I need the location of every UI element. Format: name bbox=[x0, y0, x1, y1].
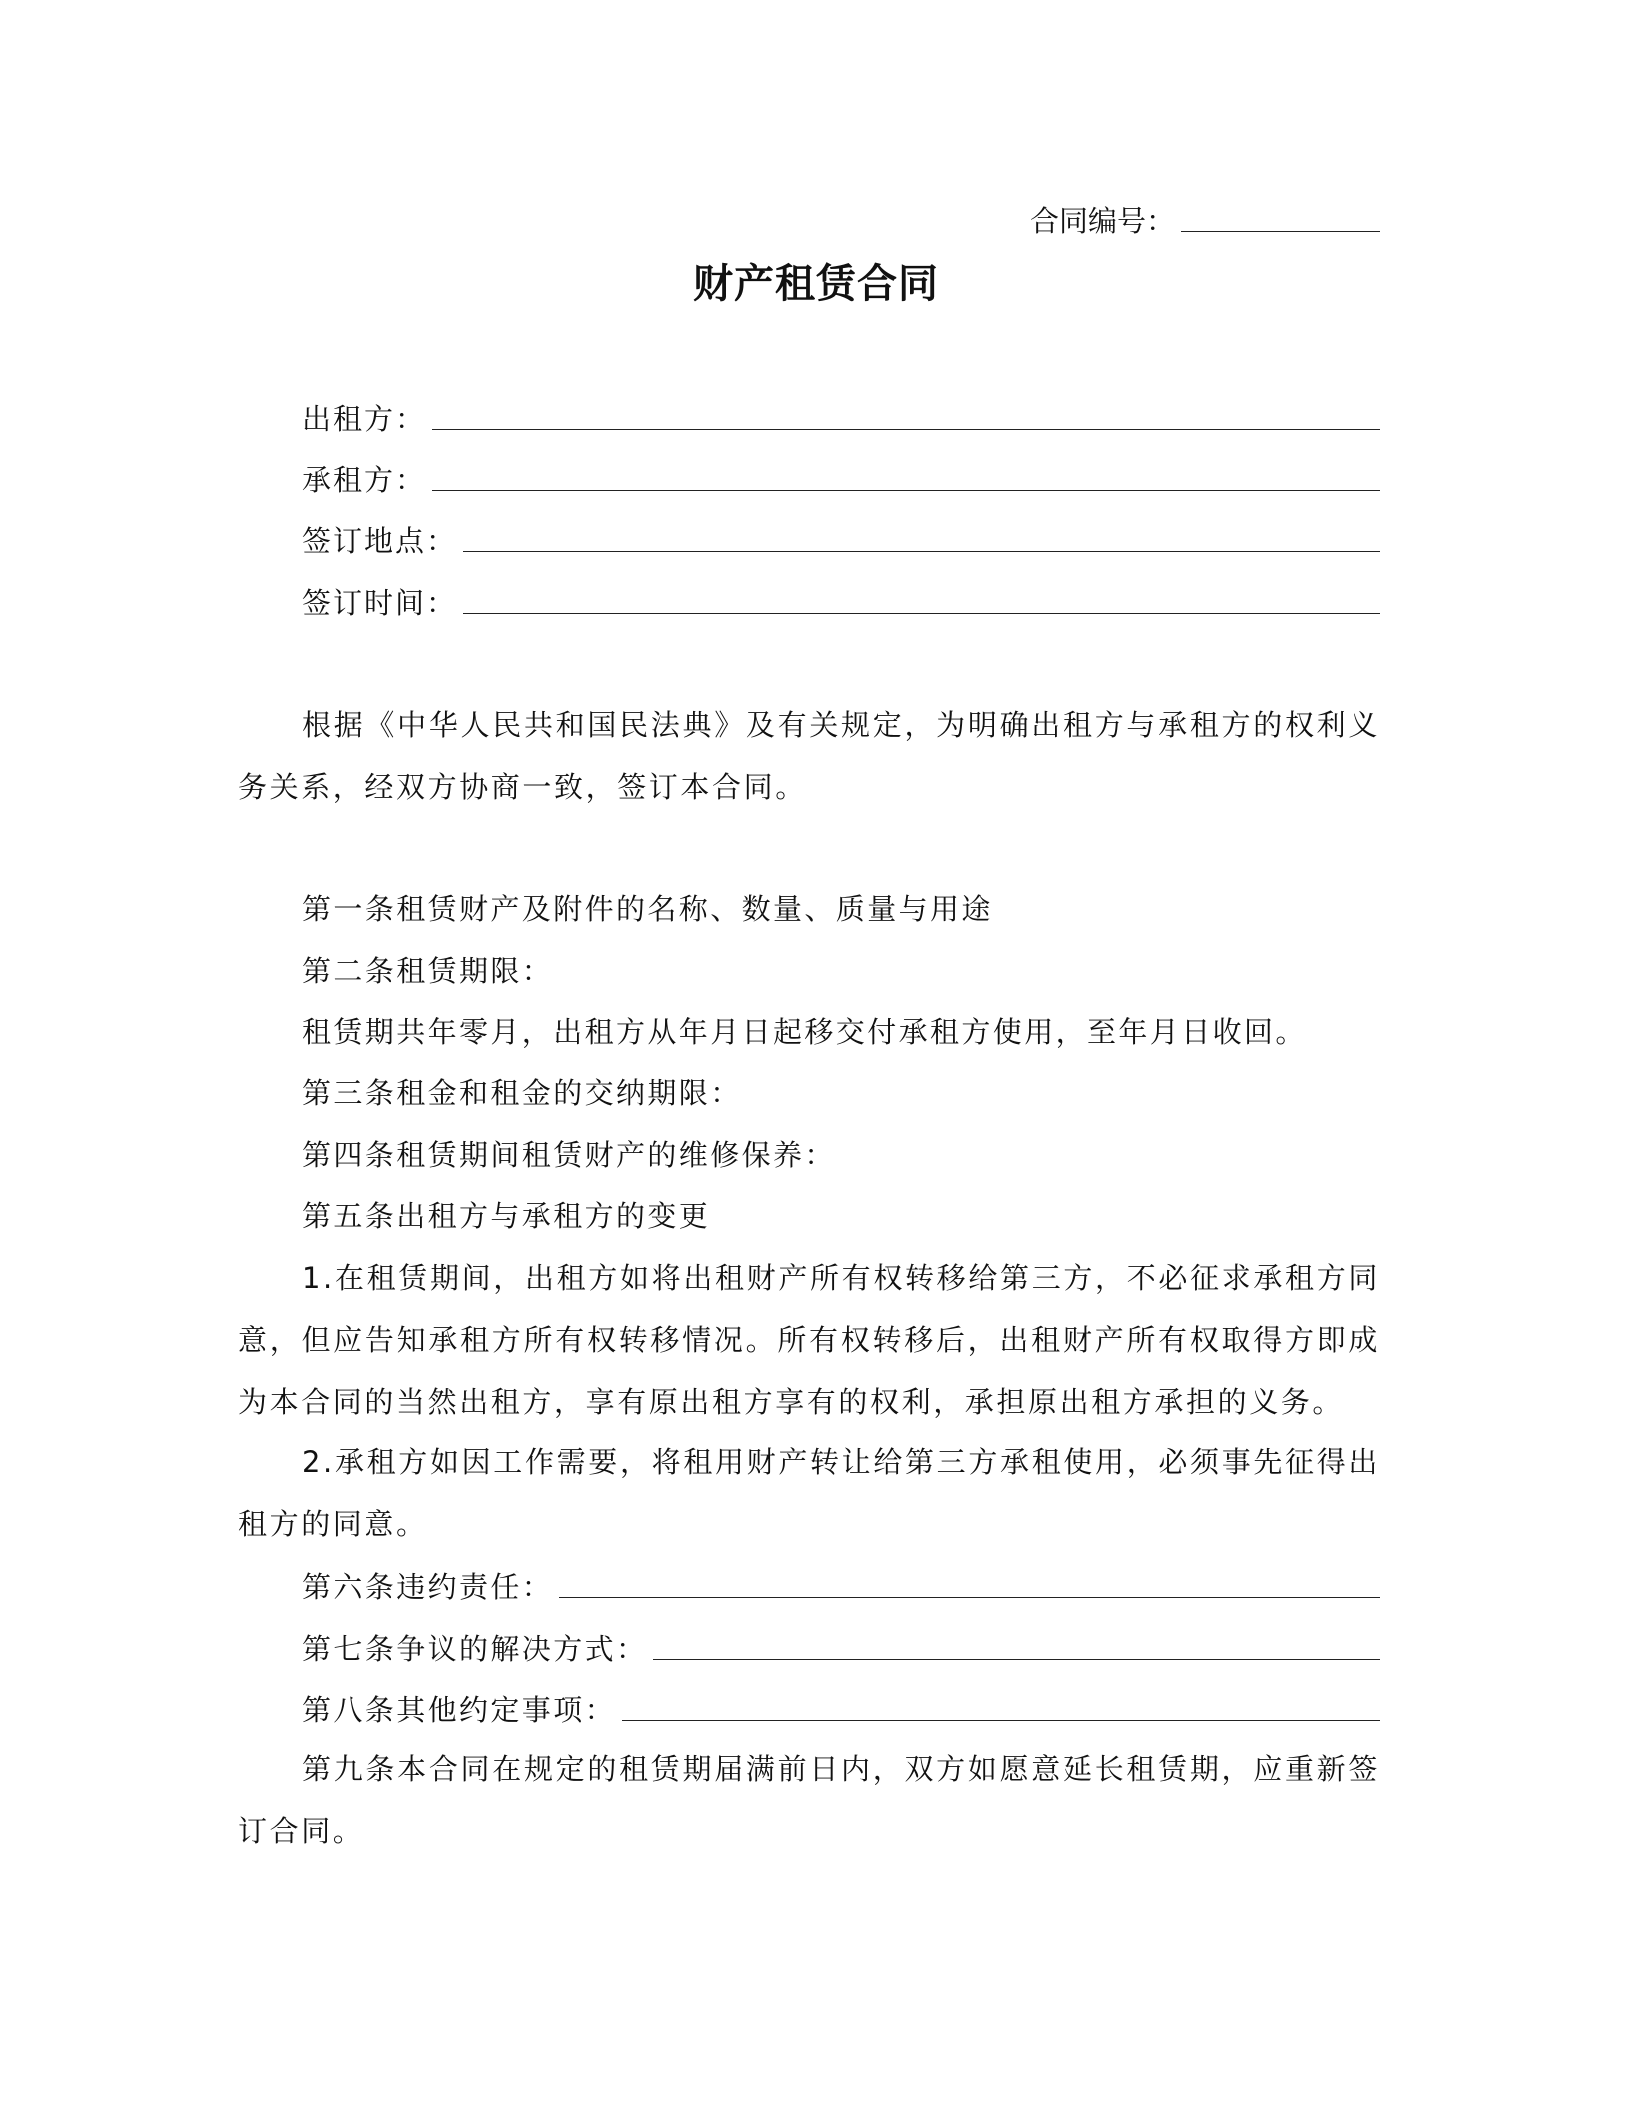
clause-1-heading: 第一条租赁财产及附件的名称、数量、质量与用途 bbox=[302, 892, 993, 926]
preamble-paragraph: 根据《中华人民共和国民法典》及有关规定，为明确出租方与承租方的权利义务关系，经双方协商一致，签订本合同。 bbox=[238, 708, 1380, 804]
signing-time-field bbox=[302, 576, 1380, 622]
clause-5-item-2: 2.承租方如因工作需要，将租用财产转让给第三方承租使用，必须事先征得出租方的同意。 bbox=[238, 1445, 1380, 1541]
lessee-field bbox=[302, 453, 1380, 499]
clause-3-heading: 第三条租金和租金的交纳期限： bbox=[302, 1076, 742, 1110]
contract-number-field bbox=[1030, 190, 1380, 240]
signing-place-label: 签订地点： bbox=[302, 524, 458, 558]
clause-2-text: 租赁期共年零月，出租方从年月日起移交付承租方使用，至年月日收回。 bbox=[302, 1015, 1307, 1049]
clause-6-blank bbox=[559, 1596, 1380, 1598]
lessee-blank bbox=[432, 489, 1380, 491]
clause-7-blank bbox=[653, 1658, 1380, 1660]
clause-2-heading: 第二条租赁期限： bbox=[302, 954, 554, 988]
signing-time-blank bbox=[463, 612, 1380, 614]
lessor-label: 出租方： bbox=[302, 402, 427, 436]
clause-7-label: 第七条争议的解决方式： bbox=[302, 1632, 648, 1666]
signing-place-blank bbox=[463, 550, 1380, 552]
clause-5-item-1: 1.在租赁期间，出租方如将出租财产所有权转移给第三方，不必征求承租方同意，但应告知承租方所有权转移情况。所有权转移后，出租财产所有权取得方即成为本合同的当然出租方，享有原出租方享有的权利，承担原出租方承担的义务。 bbox=[238, 1261, 1380, 1419]
signing-time-label: 签订时间： bbox=[302, 586, 458, 620]
lessor-field bbox=[302, 392, 1380, 438]
contract-number-label: 合同编号： bbox=[1030, 204, 1176, 238]
clause-4-heading: 第四条租赁期间租赁财产的维修保养： bbox=[302, 1138, 836, 1172]
contract-number-blank bbox=[1181, 230, 1380, 232]
lessor-blank bbox=[432, 428, 1380, 430]
clause-5-heading: 第五条出租方与承租方的变更 bbox=[302, 1199, 711, 1233]
clause-7-field bbox=[302, 1622, 1380, 1668]
document-title: 财产租赁合同 bbox=[693, 260, 939, 307]
signing-place-field bbox=[302, 514, 1380, 560]
clause-8-label: 第八条其他约定事项： bbox=[302, 1693, 617, 1727]
lessee-label: 承租方： bbox=[302, 463, 427, 497]
clause-8-field bbox=[302, 1683, 1380, 1729]
clause-6-label: 第六条违约责任： bbox=[302, 1570, 554, 1604]
clause-9-paragraph: 第九条本合同在规定的租赁期届满前日内，双方如愿意延长租赁期，应重新签订合同。 bbox=[238, 1752, 1380, 1848]
clause-8-blank bbox=[622, 1719, 1380, 1721]
clause-6-field bbox=[302, 1560, 1380, 1606]
